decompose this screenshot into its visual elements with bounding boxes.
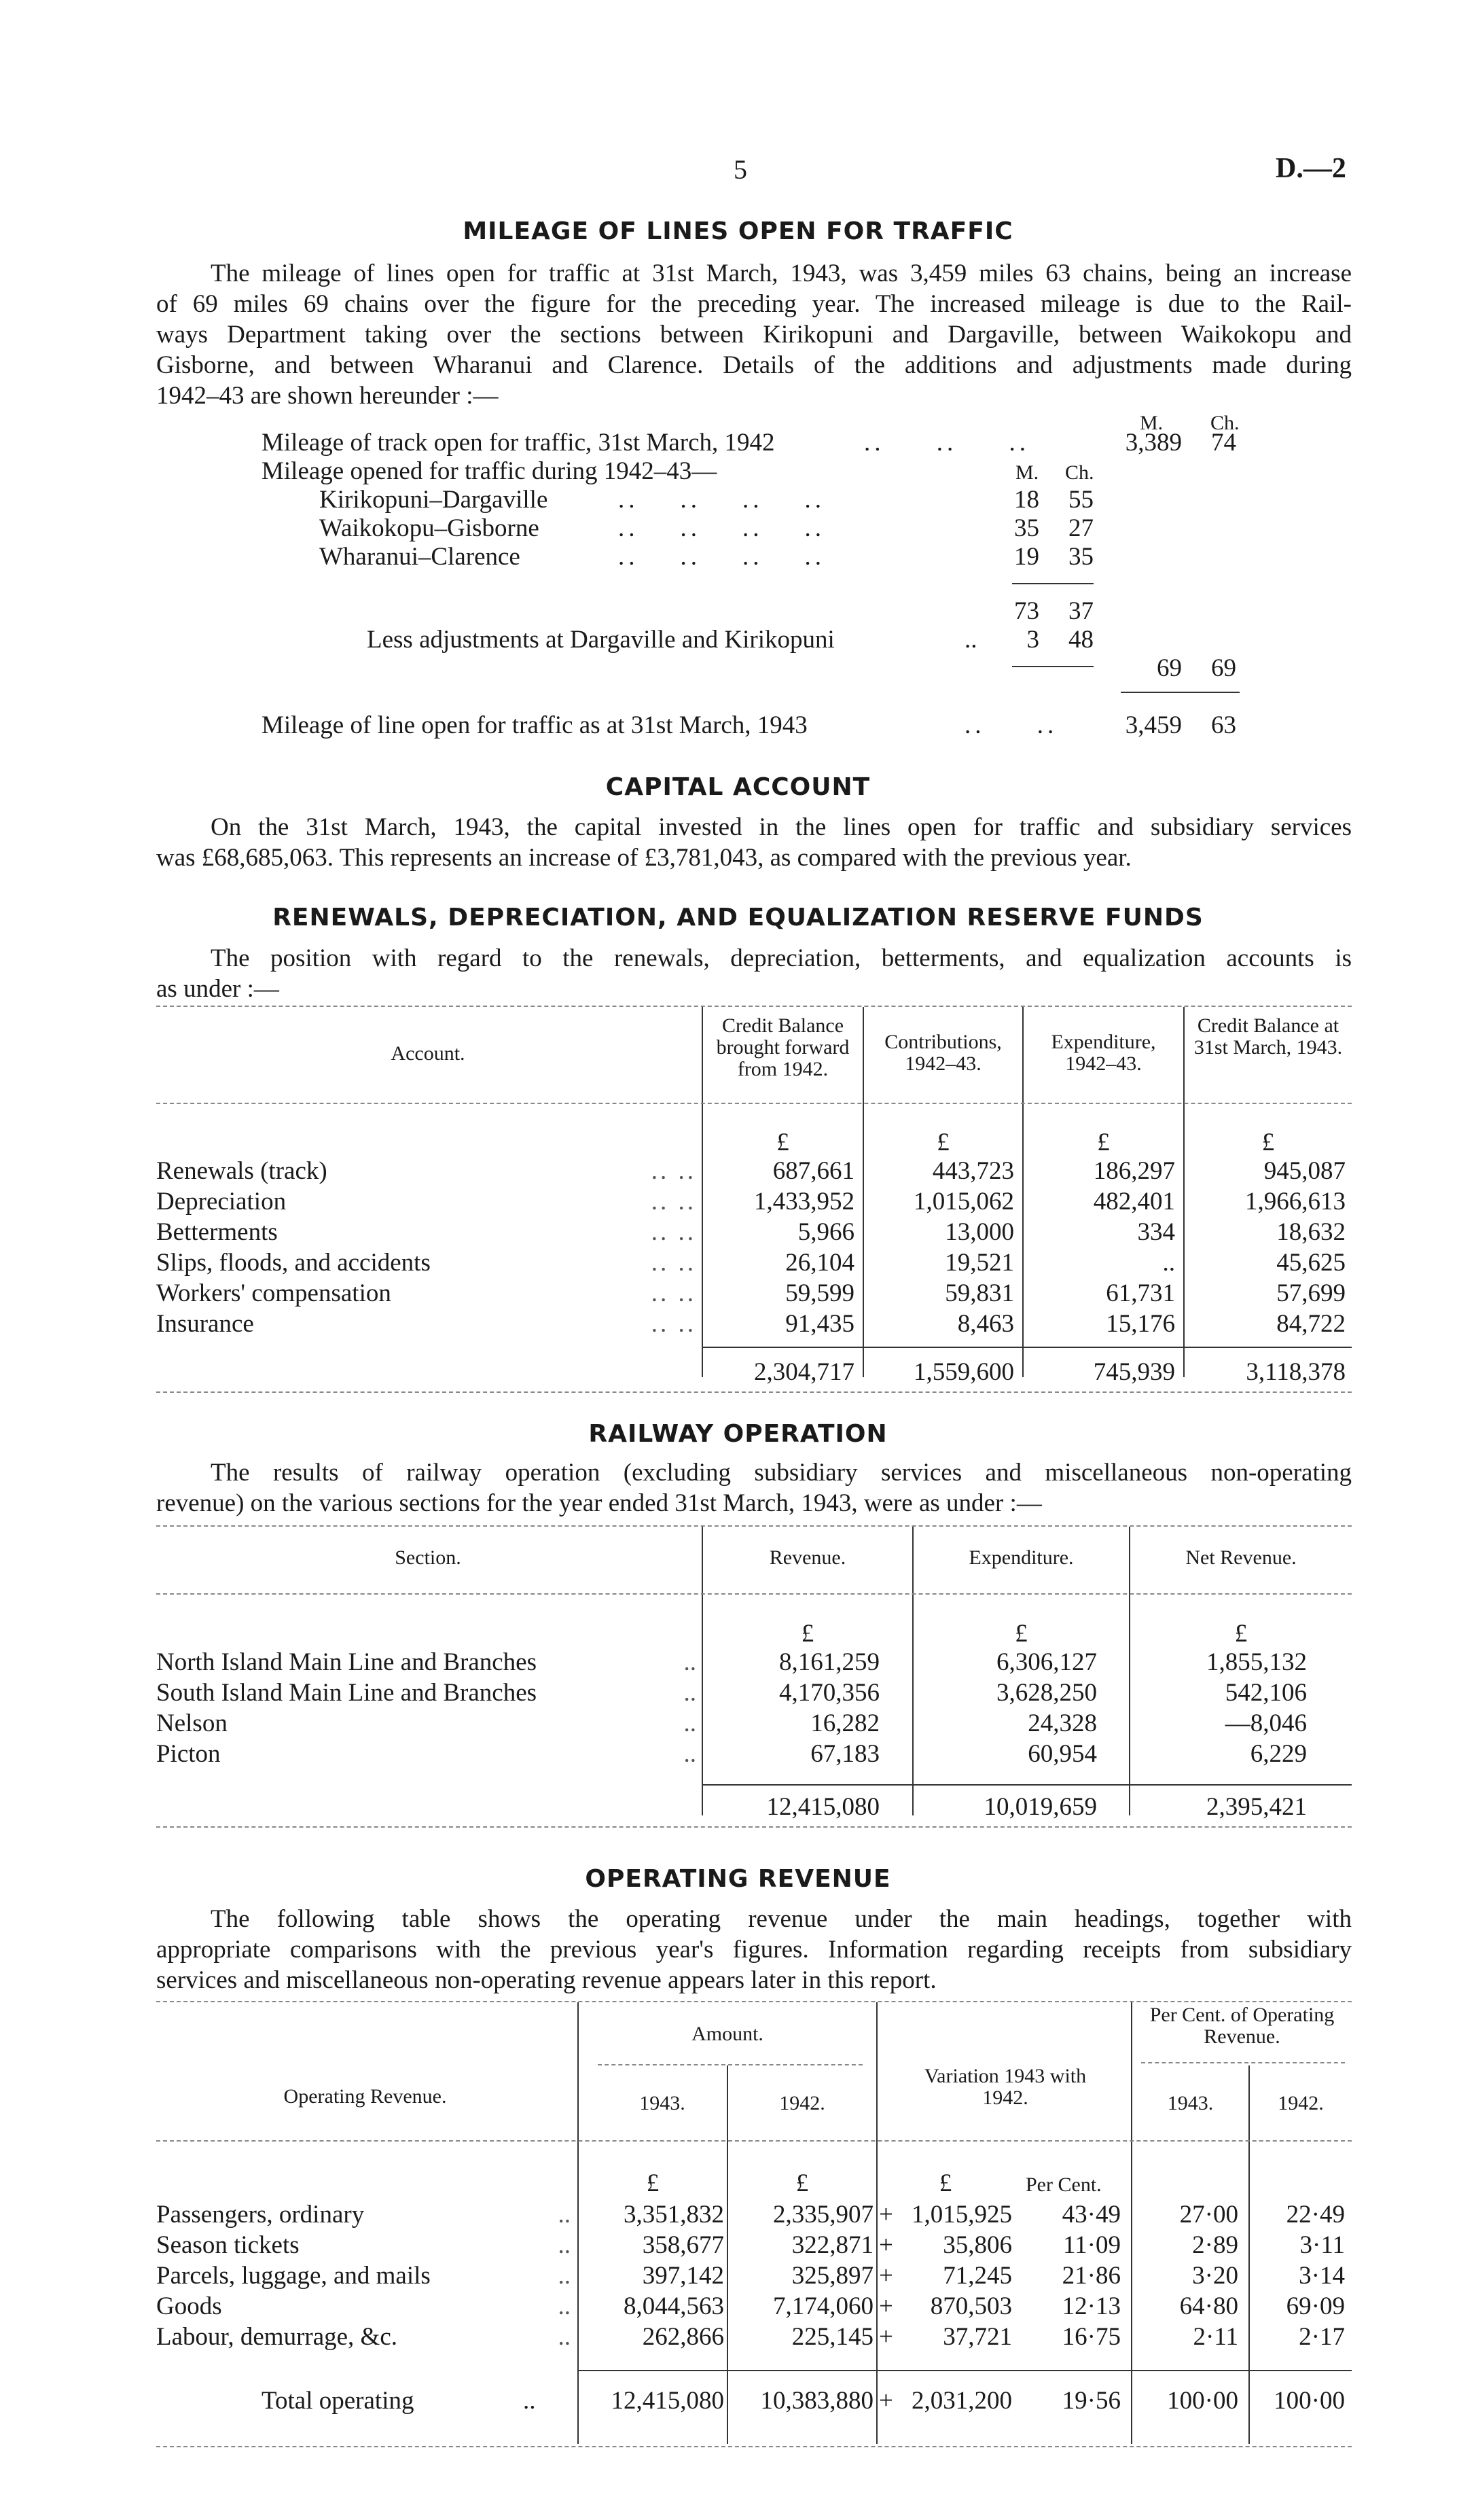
operating-revenue-heading: OPERATING REVENUE — [585, 1865, 891, 1893]
renewals-total-rule — [702, 1347, 1352, 1348]
renewals-heading: RENEWALS, DEPRECIATION, AND EQUALIZATION RESERVE FUNDS — [272, 904, 1204, 931]
mileage-paragraph — [156, 258, 1352, 411]
row-cell: 57,699 — [1276, 1279, 1346, 1307]
amount-1943: 3,351,832 — [624, 2201, 724, 2229]
sub-col-m: M. — [1015, 461, 1039, 484]
amount-1942: 322,871 — [791, 2231, 874, 2259]
percent-1943: 3·20 — [1192, 2262, 1238, 2290]
row-cell: 91,435 — [785, 1310, 854, 1338]
row-label: South Island Main Line and Branches — [156, 1679, 537, 1707]
mileage-line-3: ways Department taking over the sections between Kirikopuni and Dargaville, between Waikokopu and — [156, 321, 1352, 349]
leader-dots: .. .. — [651, 1310, 696, 1338]
variation-amount: 870,503 — [930, 2292, 1012, 2320]
section-m: 19 — [1014, 543, 1039, 571]
leader-dots: .. — [558, 2262, 571, 2290]
revenue-total-label: Total operating — [262, 2387, 414, 2415]
revenue-total-variation: 2,031,200 — [912, 2387, 1012, 2415]
row-label: Betterments — [156, 1218, 278, 1246]
row-label: Depreciation — [156, 1188, 287, 1215]
percent-1943: 2·89 — [1192, 2231, 1238, 2259]
row-cell: 19,521 — [945, 1249, 1014, 1277]
railway-header-net-revenue: Net Revenue. — [1185, 1546, 1297, 1569]
row-cell: 15,176 — [1106, 1310, 1175, 1338]
row-cell: 334 — [1137, 1218, 1175, 1246]
leader-dots: .. — [558, 2323, 571, 2351]
section-name: Waikokopu–Gisborne — [319, 514, 539, 542]
variation-amount: 1,015,925 — [912, 2201, 1012, 2229]
row-label: Workers' compensation — [156, 1279, 391, 1307]
leader-dots: .. — [558, 2231, 571, 2259]
revenue-header-percent: Per Cent. of Operating Revenue. — [1149, 2004, 1335, 2048]
railway-operation-heading: RAILWAY OPERATION — [588, 1420, 888, 1448]
variation-percent: 12·13 — [1062, 2292, 1121, 2320]
row-cell: 542,106 — [1225, 1679, 1307, 1707]
row-cell: 6,306,127 — [996, 1648, 1097, 1676]
per-cent-unit: Per Cent. — [1026, 2173, 1102, 2196]
mileage-line-1: The mileage of lines open for traffic at 31st March, 1943, was 3,459 miles 63 chains, being an increase — [211, 260, 1352, 287]
variation-percent: 11·09 — [1063, 2231, 1121, 2259]
row-cell: 1,966,613 — [1245, 1188, 1346, 1215]
renewals-total-brought-forward: 2,304,717 — [754, 1358, 854, 1386]
track-1942-ch: 74 — [1211, 429, 1236, 457]
sub-col-ch: Ch. — [1065, 461, 1094, 484]
percent-1943: 27·00 — [1179, 2201, 1238, 2229]
row-cell: 26,104 — [785, 1249, 854, 1277]
revenue-total-1942: 10,383,880 — [760, 2387, 874, 2415]
railway-header-section: Section. — [395, 1546, 461, 1569]
leader-dots: .. .. — [651, 1279, 696, 1307]
row-label: Picton — [156, 1740, 221, 1768]
row-cell: 61,731 — [1106, 1279, 1175, 1307]
revenue-total-sign: + — [879, 2387, 893, 2415]
railway-line-1: The results of railway operation (excluding subsidiary services and miscellaneous non-operating — [211, 1459, 1352, 1487]
row-cell: —8,046 — [1225, 1709, 1307, 1737]
leader-dots: .. — [683, 1709, 696, 1737]
currency-symbol: £ — [776, 1129, 789, 1156]
railway-operation-paragraph — [156, 1457, 1352, 1519]
railway-line-2: revenue) on the various sections for the year ended 31st March, 1943, were as under :— — [156, 1489, 1042, 1517]
less-ch: 48 — [1068, 626, 1094, 654]
railway-total-rule — [702, 1784, 1352, 1786]
currency-symbol: £ — [1261, 1129, 1275, 1156]
variation-sign: + — [879, 2231, 893, 2259]
row-label: Labour, demurrage, &c. — [156, 2323, 398, 2351]
row-label: Insurance — [156, 1310, 254, 1338]
variation-amount: 71,245 — [943, 2262, 1012, 2290]
revenue-total-rule — [577, 2370, 1352, 2371]
subtotal-rule — [1012, 583, 1094, 584]
row-label: Parcels, luggage, and mails — [156, 2262, 431, 2290]
railway-total-expenditure: 10,019,659 — [984, 1793, 1097, 1821]
row-cell: 3,628,250 — [996, 1679, 1097, 1707]
leader-dots: .. .. — [651, 1157, 696, 1185]
revenue-total-1943: 12,415,080 — [611, 2387, 724, 2415]
capital-line-2: was £68,685,063. This represents an increase of £3,781,043, as compared with the previous year. — [156, 844, 1132, 872]
revenue-header-variation: Variation 1943 with 1942. — [924, 2065, 1087, 2109]
leader-dots: .. .. — [651, 1249, 696, 1277]
row-cell: 59,831 — [945, 1279, 1014, 1307]
leader-dots: .. .. — [651, 1188, 696, 1215]
row-label: Goods — [156, 2292, 222, 2320]
percent-1942: 69·09 — [1286, 2292, 1345, 2320]
row-cell: 443,723 — [932, 1157, 1014, 1185]
renewals-line-1: The position with regard to the renewals, depreciation, betterments, and equalization accounts is — [211, 944, 1352, 972]
revenue-total-pct-1943: 100·00 — [1167, 2387, 1238, 2415]
amount-1943: 397,142 — [642, 2262, 724, 2290]
renewals-header-contributions: Contributions, 1942–43. — [884, 1031, 1002, 1075]
currency-symbol: £ — [646, 2169, 660, 2197]
total-mileage-m: 3,459 — [1125, 711, 1182, 739]
row-cell: 6,229 — [1250, 1740, 1307, 1768]
capital-paragraph — [156, 812, 1352, 873]
percent-1943: 64·80 — [1179, 2292, 1238, 2320]
operating-revenue-paragraph — [156, 1904, 1352, 1995]
variation-sign: + — [879, 2323, 893, 2351]
currency-symbol: £ — [1234, 1620, 1248, 1648]
row-cell: 60,954 — [1028, 1740, 1097, 1768]
variation-percent: 16·75 — [1062, 2323, 1121, 2351]
leader-dots: .. — [683, 1740, 696, 1768]
revenue-total-pct-1942: 100·00 — [1274, 2387, 1345, 2415]
row-cell: 8,463 — [957, 1310, 1014, 1338]
leader-dots: .. — [558, 2292, 571, 2320]
amount-1942: 7,174,060 — [773, 2292, 874, 2320]
track-1942-m: 3,389 — [1125, 429, 1182, 457]
row-label: North Island Main Line and Branches — [156, 1648, 537, 1676]
row-label: Nelson — [156, 1709, 228, 1737]
renewals-total-contributions: 1,559,600 — [914, 1358, 1014, 1386]
row-cell: 67,183 — [810, 1740, 880, 1768]
renewals-line-2: as under :— — [156, 975, 279, 1003]
row-label: Slips, floods, and accidents — [156, 1249, 431, 1277]
row-cell: 482,401 — [1093, 1188, 1175, 1215]
row-cell: 687,661 — [772, 1157, 854, 1185]
less-m: 3 — [1026, 626, 1039, 654]
currency-symbol: £ — [1015, 1620, 1028, 1648]
row-cell: 84,722 — [1276, 1310, 1346, 1338]
renewals-total-expenditure: 745,939 — [1093, 1358, 1175, 1386]
currency-symbol: £ — [937, 1129, 950, 1156]
row-cell: 59,599 — [785, 1279, 854, 1307]
section-m: 18 — [1014, 486, 1039, 514]
renewals-header-balance: Credit Balance at 31st March, 1943. — [1193, 1014, 1343, 1059]
amount-1942: 225,145 — [791, 2323, 874, 2351]
section-name: Wharanui–Clarence — [319, 543, 520, 571]
currency-symbol: £ — [1097, 1129, 1110, 1156]
section-name: Kirikopuni–Dargaville — [319, 486, 548, 514]
revenue-header-pct-1942: 1942. — [1278, 2092, 1324, 2114]
row-label: Passengers, ordinary — [156, 2201, 365, 2229]
railway-header-expenditure: Expenditure. — [969, 1546, 1074, 1569]
subtotal-ch: 37 — [1068, 597, 1094, 625]
section-ch: 27 — [1068, 514, 1094, 542]
renewals-header-expenditure: Expenditure, 1942–43. — [1051, 1031, 1156, 1075]
revenue-line-3: services and miscellaneous non-operating revenue appears later in this report. — [156, 1966, 937, 1994]
variation-sign: + — [879, 2292, 893, 2320]
revenue-header-pct-1943: 1943. — [1167, 2092, 1214, 2114]
amount-1943: 262,866 — [642, 2323, 724, 2351]
total-mileage-label: Mileage of line open for traffic as at 31st March, 1943 — [262, 711, 808, 739]
percent-1942: 22·49 — [1286, 2201, 1345, 2229]
mileage-col-ch: Ch. — [1210, 412, 1240, 434]
row-cell: 1,015,062 — [914, 1188, 1014, 1215]
section-ch: 35 — [1068, 543, 1094, 571]
leader-dots: .. — [558, 2201, 571, 2229]
row-cell: 1,855,132 — [1206, 1648, 1307, 1676]
amount-1942: 325,897 — [791, 2262, 874, 2290]
net-m: 69 — [1157, 654, 1182, 682]
revenue-line-2: appropriate comparisons with the previous year's figures. Information regarding receipts from subsidiary — [156, 1936, 1352, 1964]
percent-1942: 3·11 — [1299, 2231, 1345, 2259]
renewals-header-brought-forward: Credit Balance brought forward from 1942. — [716, 1014, 850, 1080]
row-cell: 8,161,259 — [779, 1648, 880, 1676]
row-cell: 18,632 — [1276, 1218, 1346, 1246]
net-rule — [1121, 692, 1240, 693]
section-ch: 55 — [1068, 486, 1094, 514]
opened-label: Mileage opened for traffic during 1942–43— — [262, 457, 717, 485]
row-cell: 186,297 — [1093, 1157, 1175, 1185]
mileage-line-4: Gisborne, and between Wharanui and Clarence. Details of the additions and adjustments made during — [156, 351, 1352, 379]
total-mileage-ch: 63 — [1211, 711, 1236, 739]
row-cell: 4,170,356 — [779, 1679, 880, 1707]
row-cell: 1,433,952 — [754, 1188, 854, 1215]
less-rule — [1012, 666, 1094, 667]
currency-symbol: £ — [939, 2169, 952, 2197]
row-cell: 45,625 — [1276, 1249, 1346, 1277]
row-cell: 16,282 — [810, 1709, 880, 1737]
row-cell: 5,966 — [797, 1218, 854, 1246]
row-cell: 13,000 — [945, 1218, 1014, 1246]
railway-total-net-revenue: 2,395,421 — [1206, 1793, 1307, 1821]
railway-header-revenue: Revenue. — [769, 1546, 846, 1569]
net-ch: 69 — [1211, 654, 1236, 682]
document-page: 5 D.—2 MILEAGE OF LINES OPEN FOR TRAFFIC The mileage of lines open for traffic at 31st March, 1943, was 3,459 miles 63 chains, being an increase of 69 miles 69 chains over the figure for the preceding year. The increased mileage is due to the Rail- ways Department taking over the sections between Kirikopuni and Dargaville, between Waikokopu and Gisborne, and between Wharanui and Clarence. Details of the additions and adjustments made during 1942–43 are shown hereunder :— M. Ch. Mileage of track open for traffic, 31st March, 1942 .. .. .. 3,389 74 Mileage opened for traffic during 1942–43— M. Ch. Kirikopuni–Dargaville Waikokopu–Gisborne Wharanui–Clarence .. .. .. .. .. .. .. .. .. .. .. .. 18 55 35 27 19 35 73 37 Less adjustments at Dargaville and Kirikopuni .. 3 48 69 69 Mileage of line open for traffic as at 31st March, 1943 .. .. 3,459 63 CAPITAL ACCOUNT On the 31st March, 1943, the capital invested in the lines open for traffic and subsidiary services was £68,685,063. This represents an increase of £3,781,043, as compared with the previous year. RENEWALS, DEPRECIATION, AND EQUALIZATION RESERVE FUNDS The position with regard to the renewals, depreciation, betterments, and equalization accounts is as under :— Account. Credit Balance brought forward from 1942. Contributions, 1942–43. Expenditure, 1942–43. Credit Balance at 31st March, 1943. £ £ £ £ Renewals (track) .. .. 687,661 443,723 186,297 945,087 Depreciation .. .. 1,433,952 1,015,062 482,401 1,966,613 Betterments .. .. 5,966 13,000 334 18,632 Slips, floods, and accidents .. .. 26,104 19,521 .. 45,625 Workers' compensation .. .. 59,599 59,831 61,731 57,699 Insurance .. .. 91,435 8,463 15,176 84,722 2,304,717 1,559,600 745,939 3,118,378 RAILWAY OPERATION The results of railway operation (excluding subsidiary services and miscellaneous non-operating revenue) on the various sections for the year ended 31st March, 1943, were as under :— Section. Revenue. Expenditure. Net Revenue. £ £ £ North Island Main Line and Branches .. 8,161,259 6,306,127 1,855,132 South Island Main Line and Branches .. 4,170,356 3,628,250 542,106 Nelson .. 16,282 24,328 —8,046 Picton .. 67,183 60,954 6,229 12,415,080 10,019,659 2,395,421 OPERATING REVENUE The following table shows the operating revenue under the main headings, together with appropriate comparisons with the previous year's figures. Information regarding receipts from subsidiary services and miscellaneous non-operating revenue appears later in this report. Operating Revenue. Amount. 1943. 1942. Variation 1943 with 1942. Per Cent. of Operating Revenue. 1943. 1942. £ £ £ Per Cent. Passengers, ordinary .. 3,351,832 2,335,907 + 1,015,925 43·49 27·00 22·49 Season tickets .. 358,677 322,871 + 35,806 11·09 2·89 3·11 Parcels, luggage, and mails .. 397,142 325,897 + 71,245 21·86 3·20 3·14 Goods .. 8,044,563 7,174,060 + 870,503 12·13 64·80 69·09 Labour, demurrage, &c. .. 262,866 225,145 + 37,721 16·75 2·11 2·17 Total operating .. 12,415,080 10,383,880 + 2,031,200 19·56 100·00 100·00 — [0, 0, 1476, 2520]
subtotal-m: 73 — [1014, 597, 1039, 625]
row-cell: .. — [1162, 1249, 1175, 1277]
renewals-total-balance: 3,118,378 — [1246, 1358, 1346, 1386]
revenue-header-1943: 1943. — [639, 2092, 685, 2114]
leader-dots: .. — [683, 1648, 696, 1676]
variation-percent: 43·49 — [1062, 2201, 1121, 2229]
leader-dots: .. — [683, 1679, 696, 1707]
capital-line-1: On the 31st March, 1943, the capital invested in the lines open for traffic and subsidiary services — [211, 813, 1352, 841]
variation-amount: 35,806 — [943, 2231, 1012, 2259]
variation-amount: 37,721 — [943, 2323, 1012, 2351]
amount-1943: 8,044,563 — [624, 2292, 724, 2320]
document-reference: D.—2 — [1276, 153, 1346, 184]
mileage-line-2: of 69 miles 69 chains over the figure for the preceding year. The increased mileage is due to the Rail- — [156, 290, 1352, 318]
capital-heading: CAPITAL ACCOUNT — [605, 773, 871, 801]
page-number: 5 — [734, 154, 747, 185]
revenue-header-amount: Amount. — [691, 2023, 763, 2045]
row-label: Renewals (track) — [156, 1157, 327, 1185]
revenue-line-1: The following table shows the operating revenue under the main headings, together with — [211, 1905, 1352, 1933]
mileage-heading: MILEAGE OF LINES OPEN FOR TRAFFIC — [463, 217, 1013, 245]
revenue-total-variation-pct: 19·56 — [1062, 2387, 1121, 2415]
section-m: 35 — [1014, 514, 1039, 542]
mileage-line-5: 1942–43 are shown hereunder :— — [156, 382, 499, 410]
leader-dots: .. .. — [651, 1218, 696, 1246]
percent-1942: 3·14 — [1299, 2262, 1345, 2290]
amount-1942: 2,335,907 — [773, 2201, 874, 2229]
track-1942-label: Mileage of track open for traffic, 31st March, 1942 — [262, 429, 775, 457]
row-cell: 24,328 — [1028, 1709, 1097, 1737]
revenue-header-1942: 1942. — [779, 2092, 825, 2114]
percent-1943: 2·11 — [1193, 2323, 1238, 2351]
renewals-header-account: Account. — [391, 1042, 465, 1065]
amount-1943: 358,677 — [642, 2231, 724, 2259]
revenue-header-operating: Operating Revenue. — [283, 2085, 447, 2108]
less-adjustments-label: Less adjustments at Dargaville and Kirikopuni — [367, 626, 835, 654]
mileage-col-m: M. — [1140, 412, 1164, 434]
variation-sign: + — [879, 2262, 893, 2290]
row-cell: 945,087 — [1263, 1157, 1346, 1185]
railway-total-revenue: 12,415,080 — [766, 1793, 880, 1821]
row-label: Season tickets — [156, 2231, 300, 2259]
variation-sign: + — [879, 2201, 893, 2229]
variation-percent: 21·86 — [1062, 2262, 1121, 2290]
percent-1942: 2·17 — [1299, 2323, 1345, 2351]
renewals-paragraph — [156, 943, 1352, 1004]
currency-symbol: £ — [795, 2169, 809, 2197]
currency-symbol: £ — [801, 1620, 814, 1648]
